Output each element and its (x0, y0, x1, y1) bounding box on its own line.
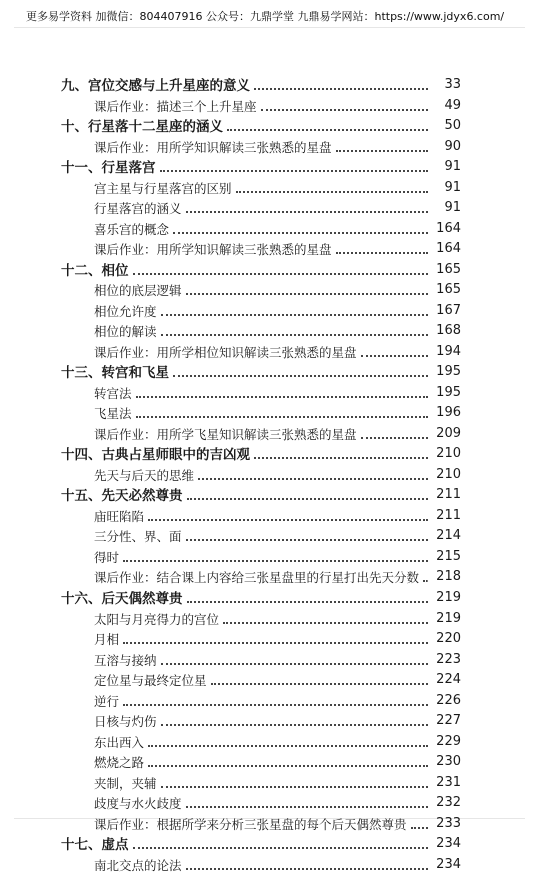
toc-entry-label: 定位星与最终定位星 (94, 673, 207, 689)
dot-leader (336, 150, 428, 152)
toc-page-number: 91 (444, 200, 461, 216)
toc-entry-label: 喜乐宫的概念 (94, 221, 170, 237)
toc-entry-label: 南北交点的论法 (94, 857, 182, 873)
dot-leader (186, 539, 428, 541)
toc-page-number: 210 (436, 446, 461, 462)
toc-entry-label: 行星落宫的涵义 (94, 201, 182, 217)
dot-leader (161, 724, 428, 726)
toc-entry-label: 课后作业：结合课上内容给三张星盘里的行星打出先天分数 (94, 570, 420, 586)
toc-page-number: 215 (436, 548, 461, 564)
dot-leader (133, 847, 429, 849)
toc-section-row (94, 218, 431, 238)
toc-chapter-row (61, 156, 431, 176)
toc-section-row (94, 136, 431, 156)
toc-entry-label: 得时 (94, 549, 120, 565)
toc-page-number: 226 (436, 692, 461, 708)
toc-entry-label: 课后作业：用所学知识解读三张熟悉的星盘 (94, 139, 332, 155)
toc-entry-label: 九、宫位交感与上升星座的意义 (61, 78, 250, 94)
toc-page-number: 220 (436, 631, 461, 647)
toc-chapter-row (61, 833, 431, 853)
toc-entry-label: 歧度与水火歧度 (94, 796, 182, 812)
dot-leader (261, 109, 428, 111)
dot-leader (160, 170, 429, 172)
dot-leader (161, 334, 428, 336)
toc-page-number: 168 (436, 323, 461, 339)
toc-page-number: 219 (436, 590, 461, 605)
toc-section-row (94, 238, 431, 258)
toc-section-row (94, 95, 431, 115)
toc-page-number: 194 (436, 343, 461, 359)
toc-section-row (94, 813, 431, 833)
toc-section-row (94, 772, 431, 792)
toc-page-number: 165 (436, 261, 461, 277)
toc-section-row (94, 279, 431, 299)
toc-section-row (94, 710, 431, 730)
toc-section-row (94, 320, 431, 340)
toc-section-row (94, 751, 431, 771)
toc-entry-label: 转宫法 (94, 385, 132, 401)
toc-entry-label: 相位允许度 (94, 303, 157, 319)
toc-entry-label: 庙旺陷陷 (94, 508, 145, 524)
toc-chapter-row (61, 484, 431, 504)
toc-page-number: 90 (444, 138, 461, 154)
toc-page-number: 214 (436, 528, 461, 544)
toc-page-number: 167 (436, 302, 461, 318)
toc-chapter-row (61, 361, 431, 381)
dot-leader (148, 745, 428, 747)
toc-section-row (94, 525, 431, 545)
toc-section-row (94, 341, 431, 361)
toc-entry-label: 十五、先天必然尊贵 (61, 488, 183, 505)
dot-leader (123, 560, 428, 562)
dot-leader (136, 416, 428, 418)
toc-section-row (94, 731, 431, 751)
toc-section-row (94, 402, 431, 422)
dot-leader (123, 642, 428, 644)
toc-entry-label: 夹制，夹辅 (94, 775, 157, 791)
toc-entry-label: 十四、古典占星师眼中的吉凶观 (61, 447, 250, 464)
toc-section-row (94, 300, 431, 320)
toc-entry-label: 十二、相位 (61, 262, 129, 279)
toc-page-number: 230 (436, 754, 461, 770)
toc-section-row (94, 382, 431, 402)
dot-leader (161, 786, 428, 788)
toc-entry-label: 互溶与接纳 (94, 652, 157, 668)
toc-section-row (94, 566, 431, 586)
toc-entry-label: 飞星法 (94, 406, 132, 422)
toc-page-number: 211 (436, 487, 461, 503)
toc-entry-label: 相位的解读 (94, 324, 157, 340)
toc-page-number: 227 (436, 713, 461, 729)
dot-leader (227, 129, 428, 131)
dot-leader (361, 437, 428, 439)
toc-entry-label: 先天与后天的思维 (94, 467, 195, 483)
toc-entry-label: 课后作业：描述三个上升星座 (94, 98, 257, 114)
toc-chapter-row (61, 443, 431, 463)
toc-page-number: 91 (444, 159, 461, 175)
toc-entry-label: 十七、虚点 (61, 837, 129, 854)
toc-section-row (94, 649, 431, 669)
toc-page-number: 195 (436, 364, 461, 380)
dot-leader (186, 293, 428, 295)
toc-section-row (94, 792, 431, 812)
toc-page-number: 50 (444, 118, 461, 134)
dot-leader (423, 580, 428, 582)
toc-entry-label: 课后作业：用所学飞星知识解读三张熟悉的星盘 (94, 426, 357, 442)
toc-page-number: 164 (436, 241, 461, 257)
toc-section-row (94, 669, 431, 689)
toc-entry-label: 三分性、界、面 (94, 529, 182, 545)
dot-leader (133, 273, 429, 275)
toc-section-row (94, 690, 431, 710)
toc-page-number: 223 (436, 651, 461, 667)
toc-section-row (94, 423, 431, 443)
toc-chapter-row (61, 587, 431, 607)
dot-leader (123, 704, 428, 706)
toc-page-number: 209 (436, 425, 461, 441)
toc-section-row (94, 628, 431, 648)
toc-entry-label: 月相 (94, 632, 120, 648)
dot-leader (236, 191, 428, 193)
toc-chapter-row (61, 259, 431, 279)
toc-entry-label: 相位的底层逻辑 (94, 283, 182, 299)
toc-page-number: 195 (436, 384, 461, 400)
toc-entry-label: 十三、转宫和飞星 (61, 365, 169, 382)
toc-page-number: 164 (436, 220, 461, 236)
toc-entry-label: 十、行星落十二星座的涵义 (61, 119, 223, 136)
dot-leader (186, 868, 428, 870)
toc-section-row (94, 197, 431, 217)
dot-leader (136, 396, 428, 398)
dot-leader (198, 478, 428, 480)
toc-page-number: 233 (436, 815, 461, 831)
dot-leader (173, 232, 428, 234)
toc-entry-label: 十一、行星落宫 (61, 160, 156, 177)
toc-page-number: 231 (436, 774, 461, 790)
toc-entry-label: 太阳与月亮得力的宫位 (94, 611, 220, 627)
toc-section-row (94, 505, 431, 525)
toc-page-number: 234 (436, 836, 461, 852)
dot-leader (211, 683, 428, 685)
page-header: 更多易学资料 加微信：804407916 公众号：九鼎学堂 九鼎易学网站：https://www.jdyx6.com/ (26, 10, 505, 23)
toc-page-number: 211 (436, 507, 461, 523)
toc-chapter-row (61, 74, 431, 94)
toc-page-number: 218 (436, 569, 461, 585)
toc-entry-label: 燃烧之路 (94, 755, 145, 771)
dot-leader (161, 314, 428, 316)
dot-leader (161, 663, 428, 665)
toc-page-number: 196 (436, 405, 461, 421)
dot-leader (411, 827, 428, 829)
toc-entry-label: 逆行 (94, 693, 120, 709)
dot-leader (336, 252, 428, 254)
toc-chapter-row (61, 115, 431, 135)
toc-section-row (94, 177, 431, 197)
toc-entry-label: 十六、后天偶然尊贵 (61, 591, 183, 607)
toc-page-number: 234 (436, 856, 461, 872)
toc-section-row (94, 546, 431, 566)
dot-leader (187, 601, 429, 603)
toc-page-number: 224 (436, 672, 461, 688)
toc-page-number: 232 (436, 795, 461, 811)
toc-entry-label: 日核与灼伤 (94, 714, 157, 730)
toc-entry-label: 课后作业：根据所学来分析三张星盘的每个后天偶然尊贵 (94, 816, 407, 832)
toc-section-row (94, 608, 431, 628)
dot-leader (187, 498, 429, 500)
dot-leader (254, 457, 428, 459)
toc-section-row (94, 464, 431, 484)
toc-entry-label: 东出西入 (94, 734, 145, 750)
toc-entry-label: 宫主星与行星落宫的区别 (94, 180, 232, 196)
dot-leader (148, 519, 428, 521)
dot-leader (254, 88, 428, 90)
toc-entry-label: 课后作业：用所学知识解读三张熟悉的星盘 (94, 242, 332, 258)
dot-leader (223, 622, 428, 624)
dot-leader (186, 211, 428, 213)
dot-leader (148, 765, 428, 767)
toc-page-number: 49 (444, 97, 461, 113)
toc-page-number: 219 (436, 610, 461, 626)
dot-leader (186, 806, 428, 808)
toc-entry-label: 课后作业：用所学相位知识解读三张熟悉的星盘 (94, 344, 357, 360)
toc-page-number: 33 (444, 77, 461, 92)
dot-leader (361, 355, 428, 357)
toc-page-number: 229 (436, 733, 461, 749)
toc-page-number: 165 (436, 282, 461, 298)
toc-page-number: 91 (444, 179, 461, 195)
toc-page-number: 210 (436, 466, 461, 482)
toc-section-row (94, 854, 431, 874)
dot-leader (173, 375, 428, 377)
